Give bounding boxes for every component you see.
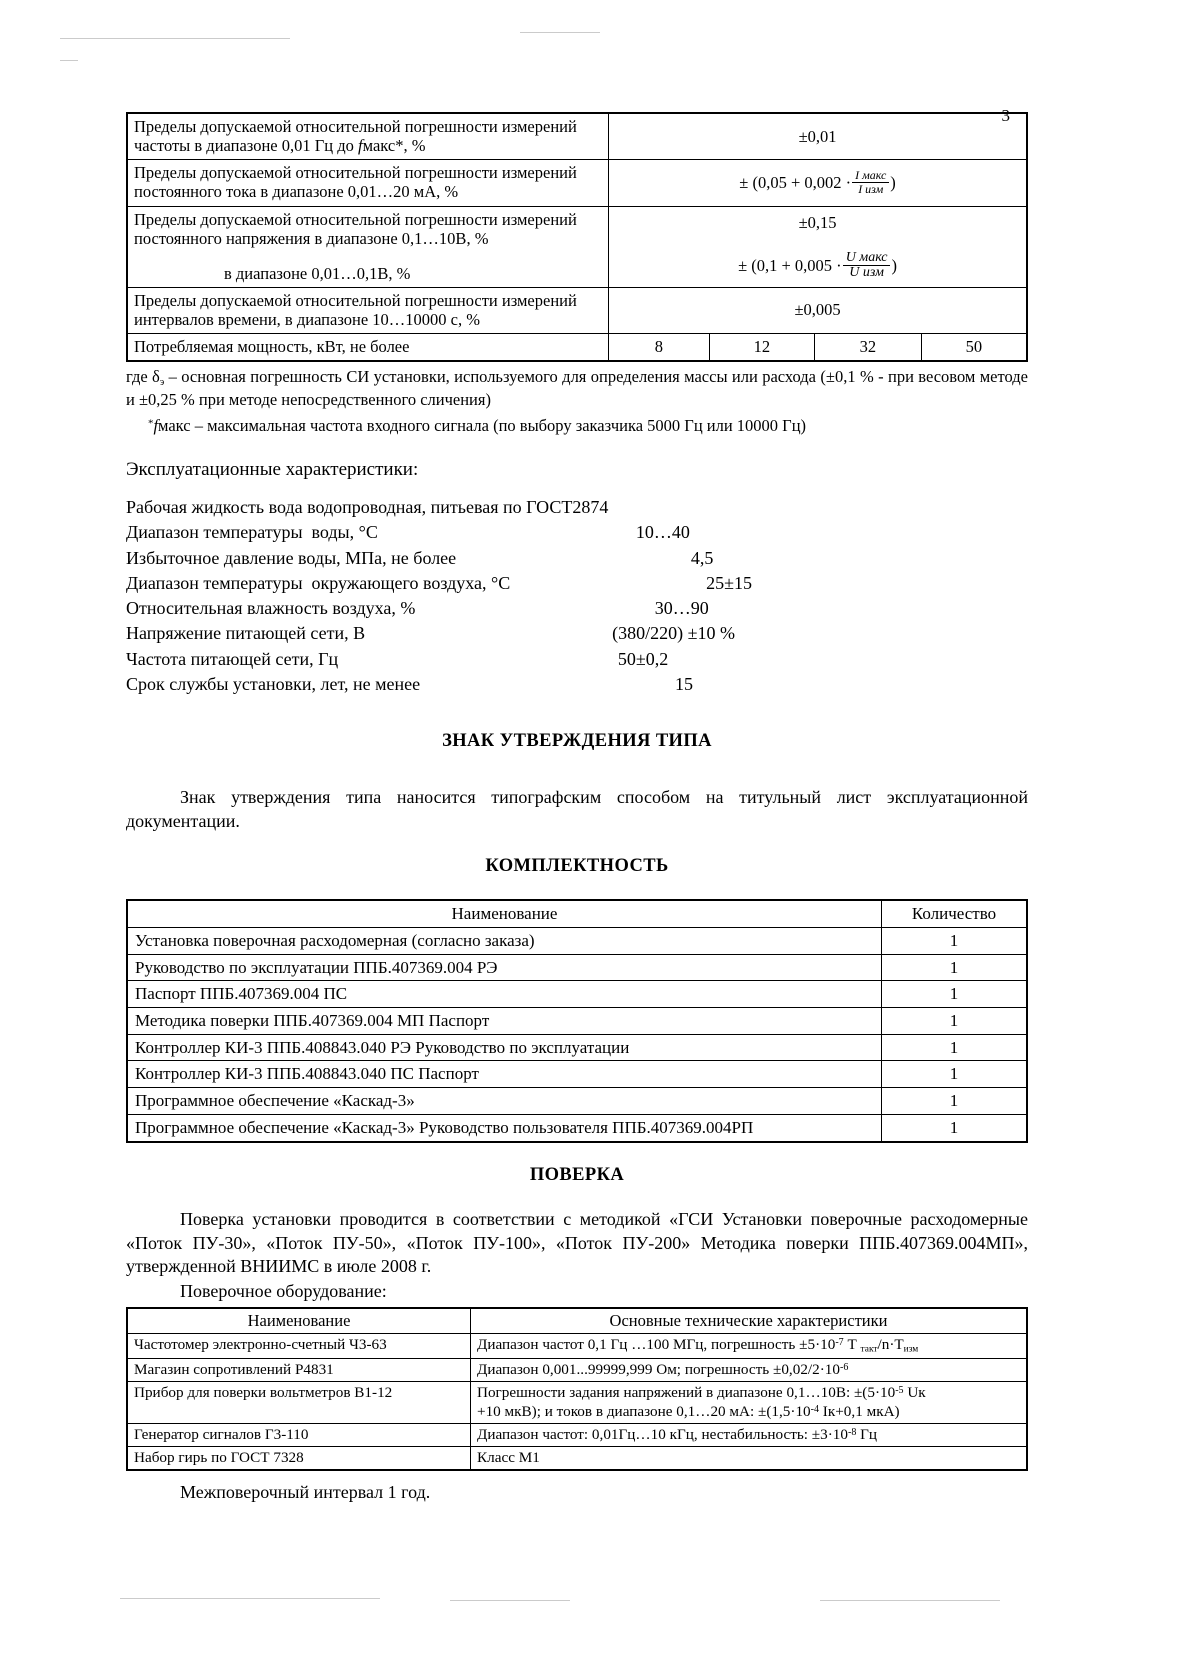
kit-column-name: Наименование xyxy=(127,900,882,927)
spec-label-line2: частоты в диапазоне 0,01 Гц до fмакс*, % xyxy=(134,136,426,156)
kit-item-name: Установка поверочная расходомерная (согласно заказа) xyxy=(127,927,882,954)
spec-line2-superscript: -4 xyxy=(810,1403,819,1415)
scan-artifact-top-left2 xyxy=(60,60,78,61)
list-item xyxy=(126,520,1028,545)
kit-item-name: Паспорт ППБ.407369.004 ПС xyxy=(127,981,882,1008)
spec-label-line1: Пределы допускаемой относительной погрешности измерений xyxy=(134,117,577,136)
equipment-name: Прибор для поверки вольтметров В1-12 xyxy=(127,1382,471,1423)
spec-label-line2: постоянного напряжения в диапазоне 0,1…10В, % xyxy=(134,228,489,248)
note-fmax: *fмакс – максимальная частота входного сигнала (по выбору заказчика 5000 Гц или 10000 Гц) xyxy=(148,416,807,436)
spec-text-suffix: Гц xyxy=(856,1425,878,1443)
kit-item-qty: 1 xyxy=(882,1088,1028,1115)
formula-fraction xyxy=(852,169,889,195)
spec-superscript: -7 xyxy=(835,1336,844,1348)
kit-column-qty: Количество xyxy=(882,900,1028,927)
scan-artifact-bottom-center xyxy=(450,1600,570,1601)
spec-label-line1: Пределы допускаемой относительной погрешности измерений xyxy=(134,290,577,310)
operational-list xyxy=(126,495,1028,697)
kit-item-qty: 1 xyxy=(882,927,1028,954)
spec-text: Диапазон 0,001...99999,999 Ом; погрешность ±0,02/2·10 xyxy=(477,1361,840,1379)
kit-item-qty: 1 xyxy=(882,1034,1028,1061)
spec-power-value-1: 8 xyxy=(609,334,710,362)
operational-label: Диапазон температуры воды, °С xyxy=(126,522,378,543)
kit-item-qty: 1 xyxy=(882,1114,1028,1141)
table-row xyxy=(127,1034,1027,1061)
table-row xyxy=(127,1423,1027,1446)
kit-item-name: Методика поверки ППБ.407369.004 МП Паспорт xyxy=(127,1008,882,1035)
spec-label-line2: интервалов времени, в диапазоне 10…10000 с, % xyxy=(134,310,480,329)
operational-heading: Эксплуатационные характеристики: xyxy=(126,459,419,480)
kit-item-qty: 1 xyxy=(882,981,1028,1008)
list-item xyxy=(126,647,1028,672)
table-row xyxy=(127,1088,1027,1115)
table-row xyxy=(127,954,1027,981)
kit-item-name: Контроллер КИ-3 ППБ.408843.040 ПС Паспорт xyxy=(127,1061,882,1088)
operational-fluid-line: Рабочая жидкость вода водопроводная, питьевая по ГОСТ2874 xyxy=(126,497,609,517)
equipment-name: Набор гирь по ГОСТ 7328 xyxy=(127,1447,471,1471)
table-header-row xyxy=(127,1308,1027,1333)
spec-label-voltage xyxy=(127,206,609,287)
scan-artifact-top-center xyxy=(520,32,600,33)
section-heading-type-mark: ЗНАК УТВЕРЖДЕНИЯ ТИПА xyxy=(442,731,712,752)
formula-suffix: ) xyxy=(890,172,896,192)
operational-label: Избыточное давление воды, МПа, не более xyxy=(126,547,457,568)
spec-label-time xyxy=(127,287,609,333)
table-row xyxy=(127,334,1027,362)
formula-suffix: ) xyxy=(891,256,897,276)
spec-power-value-4: 50 xyxy=(921,334,1027,362)
spec-value-time: ±0,005 xyxy=(609,287,1027,333)
table-row xyxy=(127,287,1027,333)
operational-label: Относительная влажность воздуха, % xyxy=(126,598,416,619)
spec-power-value-3: 32 xyxy=(814,334,921,362)
table-row xyxy=(127,206,1027,287)
list-item xyxy=(126,546,1028,571)
spec-line1-superscript: -5 xyxy=(895,1385,904,1397)
spec-label-line1: Пределы допускаемой относительной погрешности измерений xyxy=(134,163,577,183)
table-row xyxy=(127,1447,1027,1471)
equipment-spec xyxy=(471,1334,1028,1359)
table-row xyxy=(127,160,1027,206)
list-item xyxy=(126,571,1028,596)
spec-value-frequency: ±0,01 xyxy=(609,113,1027,160)
table-row xyxy=(127,1359,1027,1382)
kit-table xyxy=(126,899,1028,1142)
scan-artifact-bottom-right xyxy=(820,1600,1000,1601)
spec-text-suffix: /n·Т xyxy=(877,1336,904,1354)
table-row xyxy=(127,1061,1027,1088)
equipment-spec xyxy=(471,1382,1028,1423)
list-item xyxy=(126,596,1028,621)
spec-label-power: Потребляемая мощность, кВт, не более xyxy=(127,334,609,362)
spec-label-current xyxy=(127,160,609,206)
spec-value-voltage xyxy=(609,206,1027,287)
spec-text: Диапазон частот 0,1 Гц …100 МГц, погрешность ±5·10 xyxy=(477,1336,836,1354)
spec-subscript-2: изм xyxy=(903,1344,919,1355)
operational-value: 10…40 xyxy=(635,522,690,543)
operational-label: Частота питающей сети, Гц xyxy=(126,648,339,669)
formula-numerator: I макс xyxy=(852,169,889,183)
formula-prefix: ± (0,05 + 0,002 · xyxy=(739,172,852,192)
spec-superscript: -6 xyxy=(839,1361,849,1373)
scan-artifact-bottom-left xyxy=(120,1598,380,1599)
kit-item-name: Контроллер КИ-3 ППБ.408843.040 РЭ Руководство по эксплуатации xyxy=(127,1034,882,1061)
spec-label-line2: постоянного тока в диапазоне 0,01…20 мА, % xyxy=(134,182,459,202)
operational-value: (380/220) ±10 % xyxy=(612,623,735,644)
spec-line2-text: +10 мкВ); и токов в диапазоне 0,1…20 мА: ±(1,5·10 xyxy=(477,1402,811,1420)
spec-superscript: -8 xyxy=(847,1426,857,1438)
table-row xyxy=(127,927,1027,954)
page-content xyxy=(126,106,1028,1505)
equipment-name: Генератор сигналов Г3-110 xyxy=(127,1423,471,1446)
spec-text: Диапазон частот: 0,01Гц…10 кГц, нестабильность: ±3·10 xyxy=(477,1425,848,1443)
verification-equipment-label: Поверочное оборудование: xyxy=(180,1281,387,1302)
operational-label: Напряжение питающей сети, В xyxy=(126,623,366,644)
table-row xyxy=(127,1008,1027,1035)
type-mark-paragraph: Знак утверждения типа наносится типографским способом на титульный лист эксплуатационной документации. xyxy=(126,787,1028,832)
operational-label: Срок службы установки, лет, не менее xyxy=(126,673,421,694)
spec-power-value-2: 12 xyxy=(709,334,814,362)
spec-line1-text: Погрешности задания напряжений в диапазоне 0,1…10В: ±(5·10 xyxy=(477,1384,896,1402)
equipment-spec xyxy=(471,1447,1028,1471)
spec-line2-tail: Iк+0,1 мкА) xyxy=(819,1402,900,1420)
table-row xyxy=(127,981,1027,1008)
operational-label: Диапазон температуры окружающего воздуха, °С xyxy=(126,572,511,593)
list-item xyxy=(126,672,1028,697)
specifications-table xyxy=(126,112,1028,362)
spec-text: Класс М1 xyxy=(477,1449,540,1466)
list-item xyxy=(126,621,1028,646)
kit-item-qty: 1 xyxy=(882,1061,1028,1088)
spec-subscript: такт xyxy=(860,1344,878,1355)
table-header-row xyxy=(127,900,1027,927)
formula-denominator: U изм xyxy=(849,265,884,281)
table-row xyxy=(127,1382,1027,1423)
kit-item-qty: 1 xyxy=(882,1008,1028,1035)
spec-text-mid: Т xyxy=(843,1336,861,1354)
table-row xyxy=(127,113,1027,160)
spec-value-current xyxy=(609,160,1027,206)
spec-value-voltage-top: ±0,15 xyxy=(798,213,837,233)
operational-value: 30…90 xyxy=(654,598,709,619)
section-heading-kit: КОМПЛЕКТНОСТЬ xyxy=(485,856,669,877)
table-row xyxy=(127,1334,1027,1359)
kit-item-name: Программное обеспечение «Каскад-3» Руководство пользователя ППБ.407369.004РП xyxy=(127,1114,882,1141)
formula-denominator: I изм xyxy=(858,181,884,196)
equipment-name: Магазин сопротивлений Р4831 xyxy=(127,1359,471,1382)
spec-label-line1: Пределы допускаемой относительной погрешности измерений xyxy=(134,209,577,229)
interval-note: Межповерочный интервал 1 год. xyxy=(180,1482,431,1503)
kit-item-name: Программное обеспечение «Каскад-3» xyxy=(127,1088,882,1115)
equipment-name: Частотомер электронно-счетный Ч3-63 xyxy=(127,1334,471,1359)
note-delta: где $\delta_э$ – основная погрешность СИ установки, используемого для определения массы или расхода (±0,1 % - при весовом методе и ±0,25 % при методе непосредственного сличения) xyxy=(126,367,1028,410)
verification-paragraph: Поверка установки проводится в соответствии с методикой «ГСИ Установки поверочные расходомерные «Поток ПУ-30», «Поток ПУ-50», «Поток ПУ-100», «Поток ПУ-200» Методика поверки ППБ.407369.004МП», утвержденной ВНИИМС в июле 2008 г. xyxy=(126,1208,1028,1277)
operational-value: 25±15 xyxy=(706,572,753,593)
formula-numerator: U макс xyxy=(843,251,891,267)
operational-value: 15 xyxy=(675,673,694,694)
equipment-spec xyxy=(471,1359,1028,1382)
scan-artifact-top-left xyxy=(60,38,290,39)
equipment-column-spec: Основные технические характеристики xyxy=(471,1308,1028,1333)
section-heading-verification: ПОВЕРКА xyxy=(529,1164,625,1185)
table-row xyxy=(127,1114,1027,1141)
spec-line1-tail: Uк xyxy=(903,1384,926,1402)
kit-item-qty: 1 xyxy=(882,954,1028,981)
equipment-spec xyxy=(471,1423,1028,1446)
spec-label-line3: в диапазоне 0,01…0,1В, % xyxy=(224,263,411,283)
operational-value: 4,5 xyxy=(690,547,714,568)
equipment-table xyxy=(126,1307,1028,1471)
operational-value: 50±0,2 xyxy=(617,648,669,669)
page-number: 3 xyxy=(1001,106,1010,125)
formula-fraction xyxy=(843,251,891,281)
kit-item-name: Руководство по эксплуатации ППБ.407369.004 РЭ xyxy=(127,954,882,981)
spec-label-frequency xyxy=(127,113,609,160)
equipment-column-name: Наименование xyxy=(127,1308,471,1333)
formula-prefix: ± (0,1 + 0,005 · xyxy=(738,256,842,276)
